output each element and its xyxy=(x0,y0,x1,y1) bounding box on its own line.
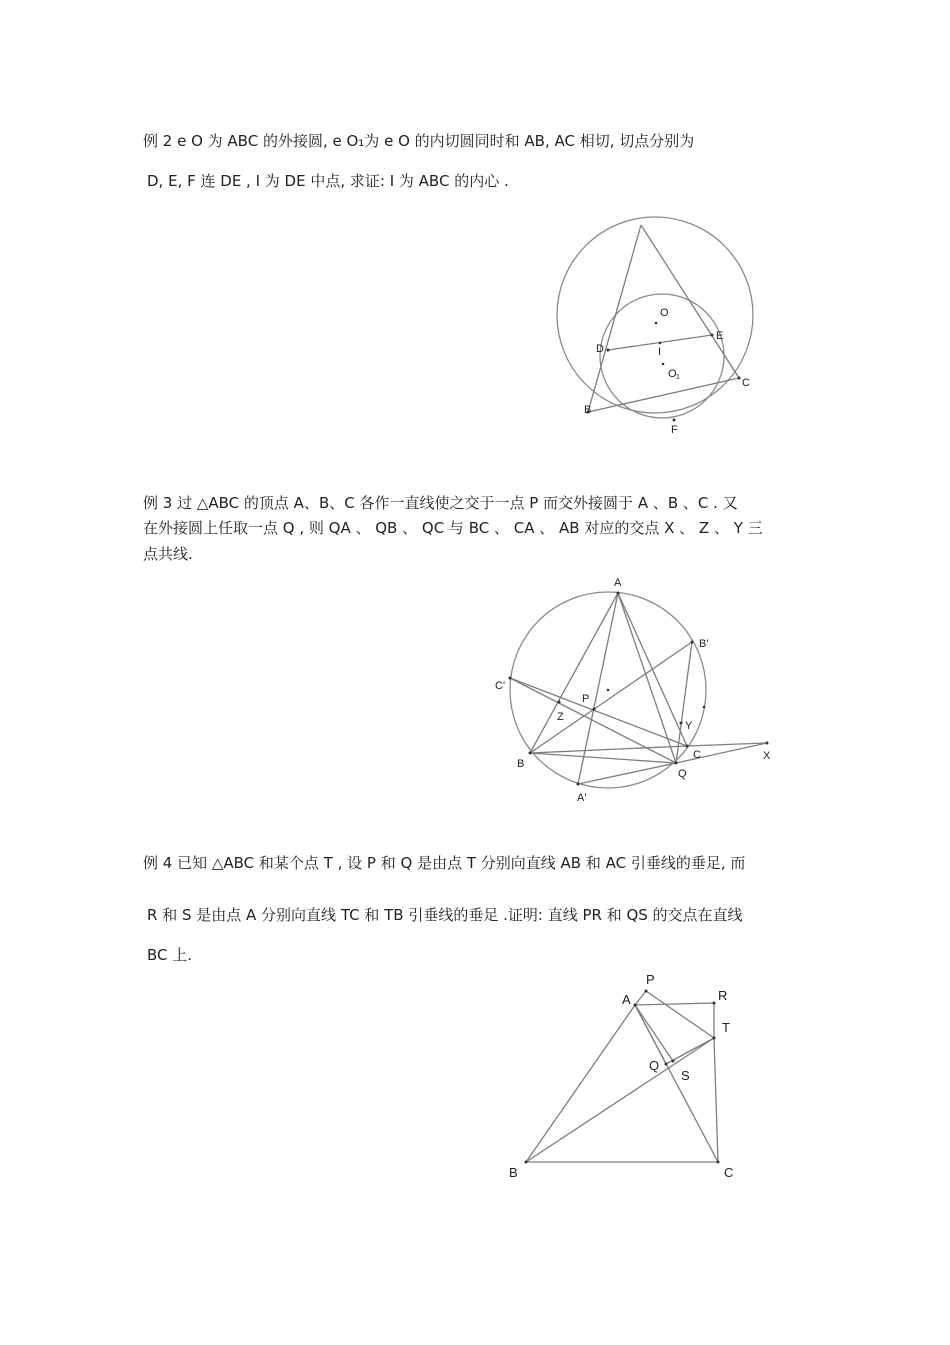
ex4-label-q: Q xyxy=(649,1058,660,1073)
ex2-point-o1 xyxy=(662,363,665,366)
ex3-label-a1: A' xyxy=(577,792,587,804)
ex3-point-q xyxy=(675,762,678,765)
ex2-point-i xyxy=(659,342,662,345)
ex4-label-c: C xyxy=(724,1165,734,1180)
ex4-figure xyxy=(500,965,750,1195)
ex2-point-o xyxy=(655,322,658,325)
ex2-label-i: I xyxy=(658,346,662,358)
ex3-label-p: P xyxy=(582,693,590,705)
ex4-label-t: T xyxy=(722,1020,730,1035)
ex3-label-x: X xyxy=(763,750,771,762)
ex2-point-f xyxy=(673,419,676,422)
ex3-point-x xyxy=(766,742,769,745)
ex3-point-b1 xyxy=(691,641,694,644)
ex4-point-c xyxy=(717,1161,720,1164)
ex4-label-a: A xyxy=(622,992,631,1007)
ex3-line-bb1 xyxy=(530,642,692,753)
ex4-point-r xyxy=(713,1002,716,1005)
ex3-point-a1 xyxy=(577,783,580,786)
ex4-line-pt xyxy=(646,991,714,1038)
ex3-point-c1 xyxy=(509,677,512,680)
ex3-label-c1: C' xyxy=(495,680,506,692)
ex3-text-line2: 在外接圆上任取一点 Q , 则 QA 、 QB 、 QC 与 BC 、 CA 、 AB 对应的交点 X 、 Z 、 Y 三 xyxy=(143,519,763,537)
ex3-text-line1: 例 3 过 △ABC 的顶点 A、B、C 各作一直线使之交于一点 P 而交外接圆于 A 、B 、C . 又 xyxy=(143,494,738,512)
ex2-label-c: C xyxy=(742,377,750,389)
ex2-label-o: O xyxy=(660,307,669,319)
ex3-label-q: Q xyxy=(678,768,687,780)
ex2-point-e xyxy=(711,334,714,337)
ex4-text-line2: R 和 S 是由点 A 分别向直线 TC 和 TB 引垂线的垂足 .证明: 直线 PR 和 QS 的交点在直线 xyxy=(147,906,743,924)
ex4-point-b xyxy=(525,1161,528,1164)
ex3-label-y: Y xyxy=(685,720,693,732)
ex3-label-a: A xyxy=(614,577,622,589)
ex3-label-b1: B' xyxy=(699,638,709,650)
ex4-point-q xyxy=(665,1063,668,1066)
ex4-label-s: S xyxy=(681,1068,690,1083)
ex4-point-a xyxy=(634,1004,637,1007)
ex3-line-aa1 xyxy=(578,593,618,784)
ex4-label-p: P xyxy=(646,972,655,987)
ex3-text-line3: 点共线. xyxy=(143,545,193,563)
ex2-text-line1: 例 2 e O 为 ABC 的外接圆, e O₁为 e O 的内切圆同时和 AB, AC 相切, 切点分别为 xyxy=(143,132,695,150)
ex2-label-e: E xyxy=(716,330,724,342)
ex2-figure xyxy=(550,215,765,445)
ex4-triangle xyxy=(526,1005,718,1162)
ex2-point-c xyxy=(738,377,741,380)
ex3-line-qb xyxy=(530,753,676,763)
ex3-line-a1q xyxy=(578,763,676,784)
ex3-point-b xyxy=(529,752,532,755)
ex3-label-b: B xyxy=(517,758,525,770)
ex4-line-ap xyxy=(635,991,646,1005)
ex4-line-as xyxy=(635,1005,673,1061)
ex3-point-a xyxy=(617,592,620,595)
ex4-point-t xyxy=(713,1037,716,1040)
ex2-text-line2: D, E, F 连 DE , I 为 DE 中点, 求证: I 为 ABC 的内心 . xyxy=(147,172,509,190)
ex2-point-d xyxy=(607,349,610,352)
ex3-label-c: C xyxy=(693,749,701,761)
ex2-label-d: D xyxy=(596,343,604,355)
ex2-label-f: F xyxy=(671,424,678,436)
ex3-point-z xyxy=(558,701,561,704)
ex4-line-aq xyxy=(635,1005,666,1064)
ex4-line-tc xyxy=(714,1038,718,1162)
ex4-text-line1: 例 4 已知 △ABC 和某个点 T , 设 P 和 Q 是由点 T 分别向直线 AB 和 AC 引垂线的垂足, 而 xyxy=(143,854,746,872)
ex3-figure xyxy=(488,570,788,810)
ex4-label-r: R xyxy=(718,988,728,1003)
ex3-point-c xyxy=(686,745,689,748)
ex3-point-mark xyxy=(703,706,706,709)
ex3-point-p xyxy=(593,708,596,711)
ex4-text-line3: BC 上. xyxy=(147,946,193,964)
ex4-point-s xyxy=(672,1060,675,1063)
ex3-point-y xyxy=(680,722,683,725)
ex3-label-z: Z xyxy=(557,711,564,723)
ex4-label-b: B xyxy=(509,1165,518,1180)
ex2-label-b: B xyxy=(584,404,592,416)
ex2-label-o1-sub: 1 xyxy=(676,374,680,381)
ex2-label-o1: O xyxy=(668,368,677,380)
ex4-point-p xyxy=(645,990,648,993)
ex3-point-center xyxy=(607,689,610,692)
ex4-line-ar xyxy=(635,1003,714,1005)
